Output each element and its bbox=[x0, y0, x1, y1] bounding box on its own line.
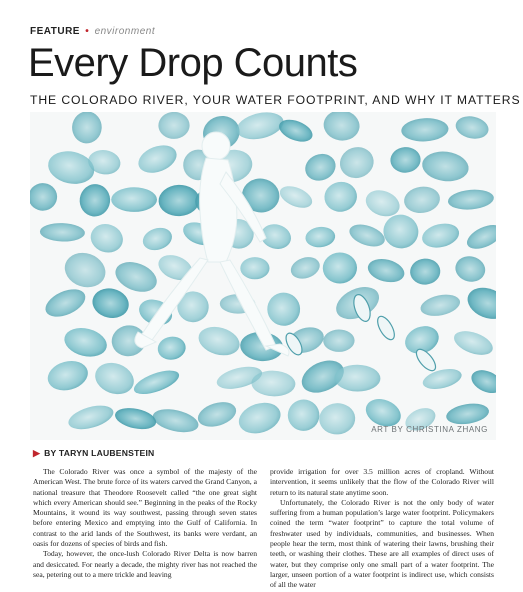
byline bbox=[33, 448, 154, 459]
water-stones-artwork bbox=[30, 112, 496, 440]
body-column-2 bbox=[270, 467, 494, 591]
paragraph: Unfortunately, the Colorado River is not the only body of water suffering from a human population’s large water footprint. Policymakers coined the term “water footprint” to capture the total volume of freshwater used by individuals, communities, and businesses. When people hear the term, most think of watering their lawns, brushing their teeth, or washing their clothes. These are all examples of direct uses of water, but they comprise only one small part of a water footprint. The larger, unseen portion of a water footprint is indirect use, which consists of all the water bbox=[270, 497, 494, 590]
author-name: BY TARYN LAUBENSTEIN bbox=[44, 448, 155, 458]
byline-marker-icon: ▶ bbox=[33, 448, 41, 458]
art-credit: ART BY CHRISTINA ZHANG bbox=[371, 425, 488, 434]
stone-shape bbox=[240, 257, 269, 279]
body-column-1 bbox=[33, 467, 257, 580]
section-label: FEATURE bbox=[30, 26, 80, 37]
stone-shape bbox=[111, 187, 157, 212]
paragraph: provide irrigation for over 3.5 million acres of cropland. Without intervention, it seems unlikely that the flow of the Colorado River will return to its natural state anytime soon. bbox=[270, 467, 494, 497]
section-separator: • bbox=[85, 26, 90, 37]
paragraph: The Colorado River was once a symbol of the majesty of the American West. The brute force of its waters carved the Grand Canyon, a national treasure that Theodore Roosevelt called “the one great sight which every American should see.” Beginning in the peaks of the Rocky Mountains, it wound its way southwest, passing through seven states before entering Mexico and emptying into the Gulf of California. In contrast to the arid lands of the Southwest, its banks were verdant, an oasis for dozens of species of birds and fish. bbox=[33, 467, 257, 549]
paragraph: Today, however, the once-lush Colorado River Delta is now barren and desiccated. For nearly a decade, the mighty river has not reached the sea, petering out to a mere trickle and leaving bbox=[33, 549, 257, 579]
headline: Every Drop Counts bbox=[28, 41, 358, 85]
section-kicker bbox=[30, 26, 155, 37]
subheadline: THE COLORADO RIVER, YOUR WATER FOOTPRINT, AND WHY IT MATTERS bbox=[30, 93, 521, 107]
section-topic: environment bbox=[94, 26, 156, 37]
feature-illustration bbox=[30, 112, 496, 440]
